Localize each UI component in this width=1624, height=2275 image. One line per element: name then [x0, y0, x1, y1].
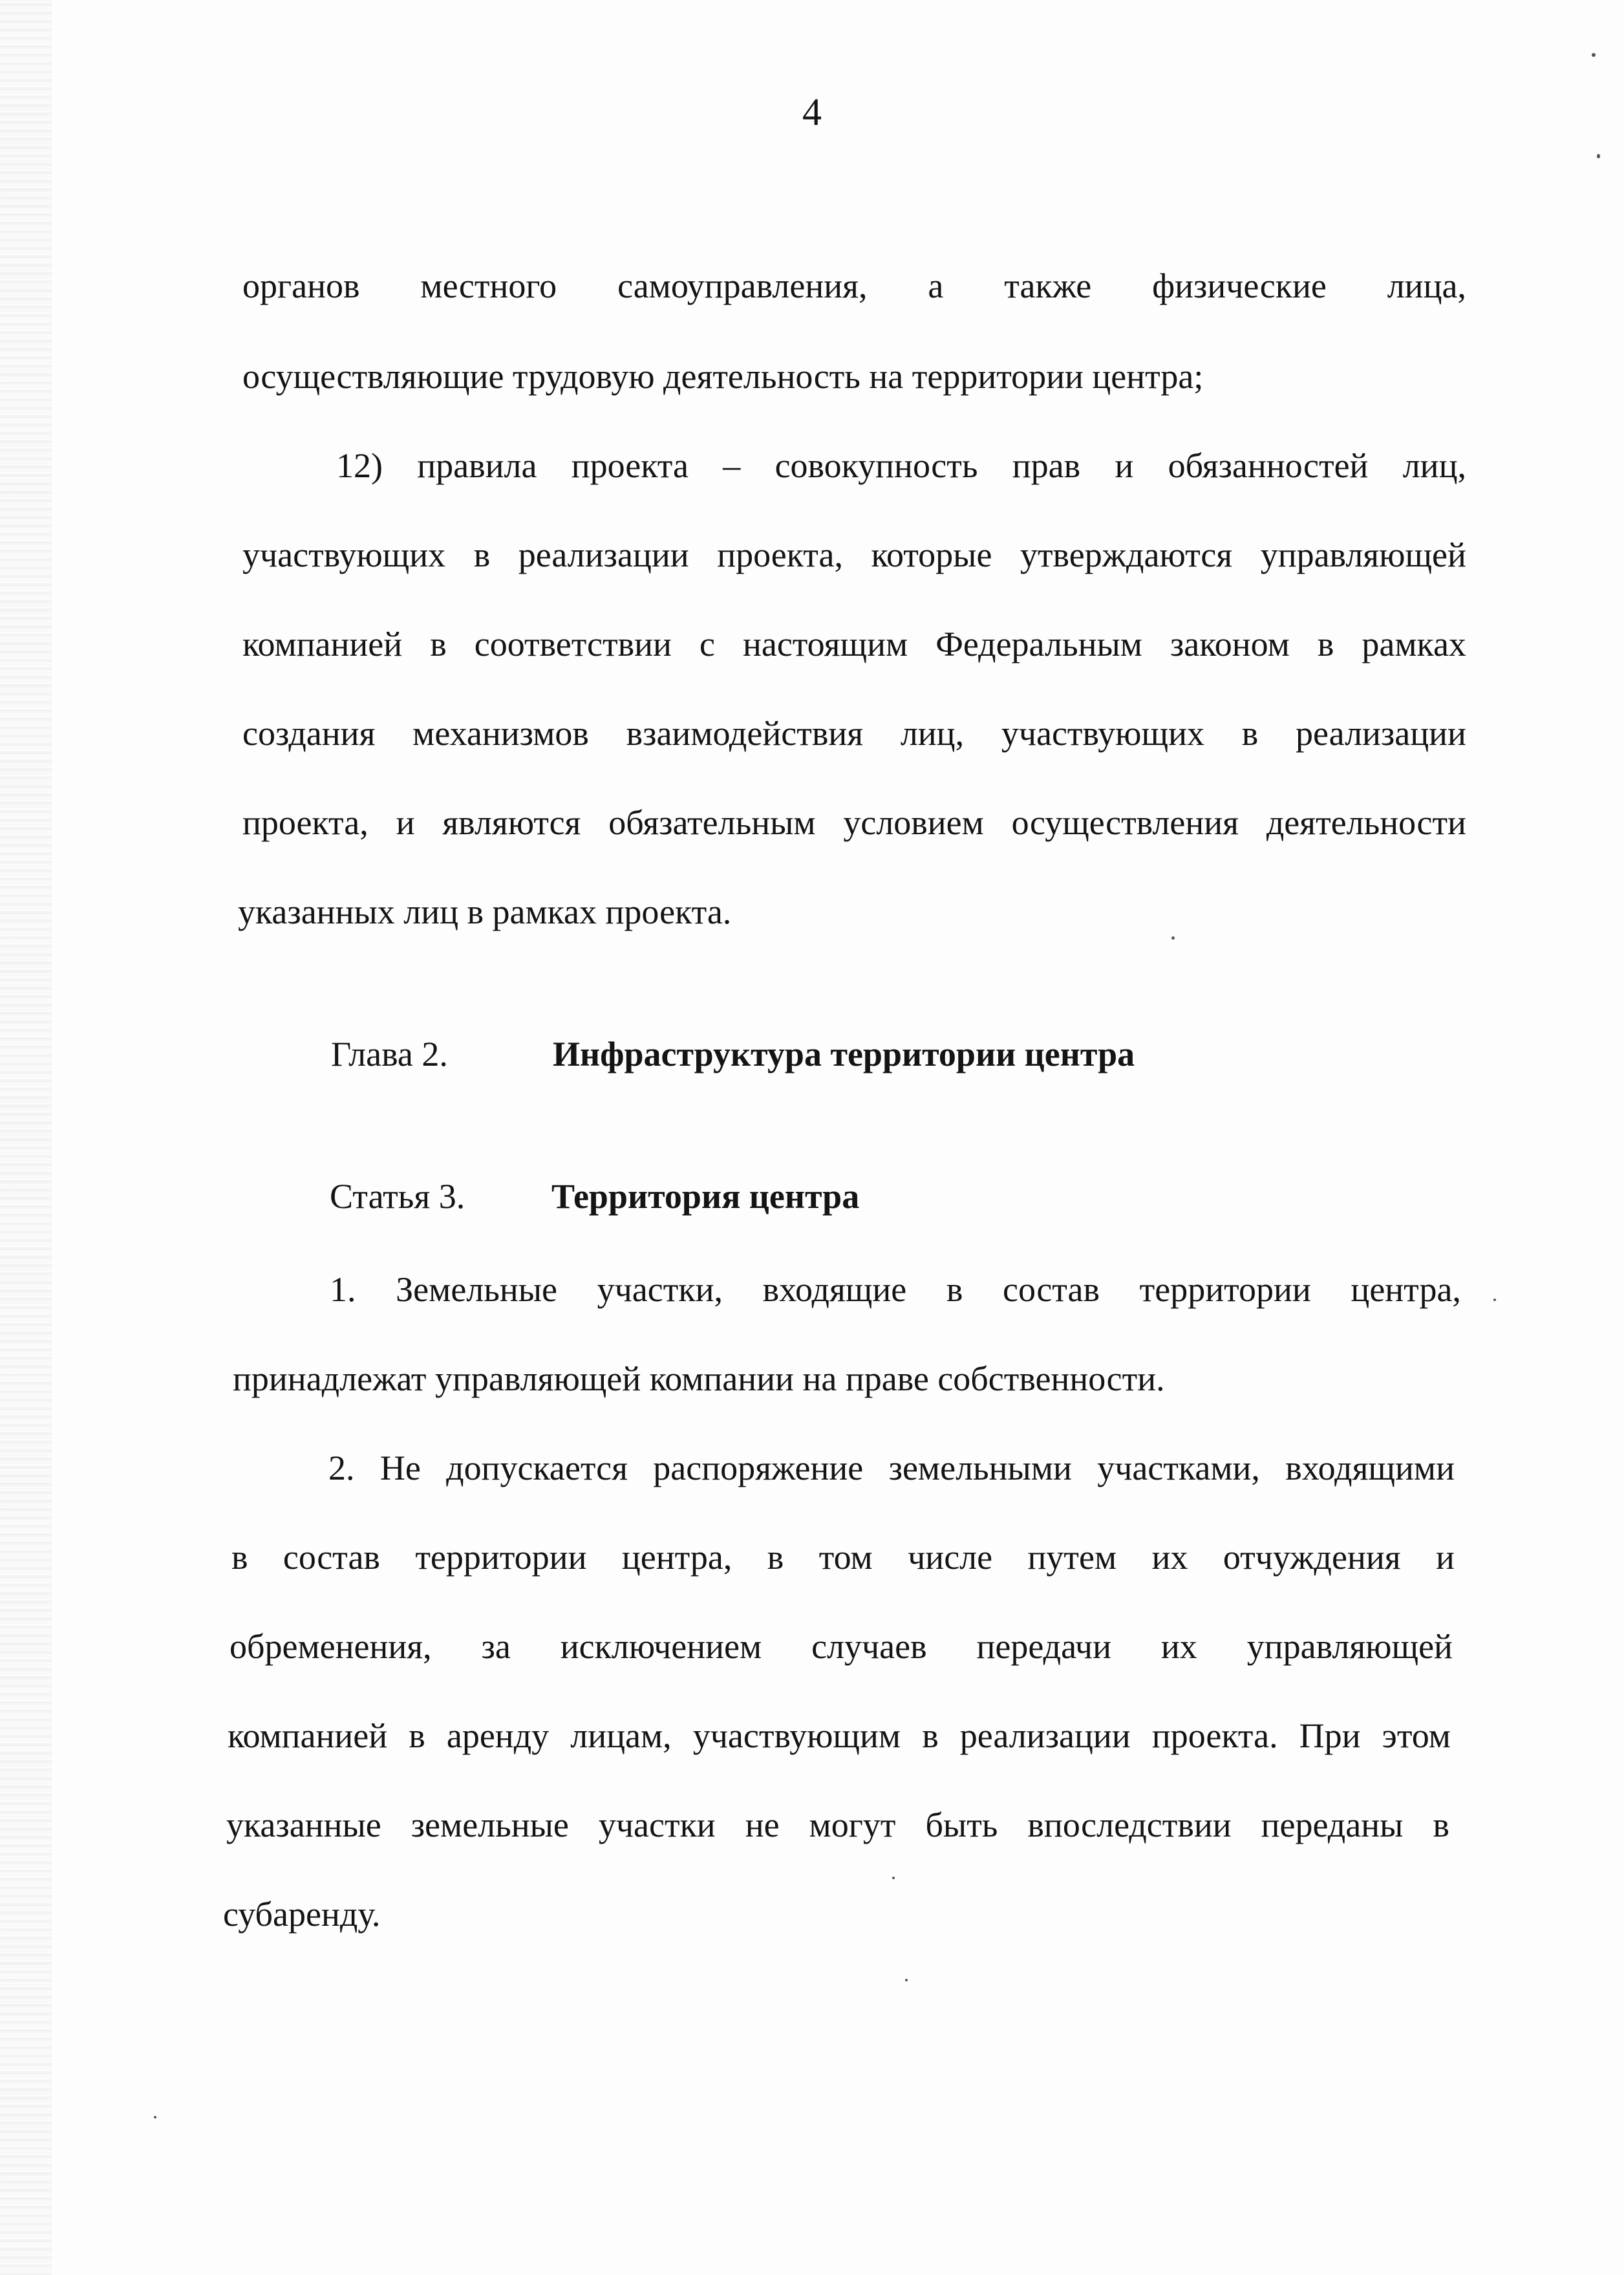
word: участвующих	[1001, 714, 1204, 753]
word: в	[767, 1538, 784, 1577]
scan-speck	[905, 1979, 908, 1981]
word: центра,	[1351, 1270, 1461, 1309]
word: аренду	[446, 1716, 550, 1755]
word: распоряжение	[653, 1449, 864, 1487]
word: земельные	[411, 1806, 569, 1844]
word: лица,	[1387, 266, 1466, 305]
word: правила	[417, 446, 537, 485]
word: том	[818, 1538, 873, 1577]
word: исключением	[560, 1627, 762, 1666]
word: проекта,	[717, 535, 843, 574]
word: настоящим	[742, 625, 908, 663]
word: лицам,	[570, 1716, 672, 1755]
word: в	[922, 1716, 939, 1755]
scan-speck	[1493, 1299, 1496, 1301]
word: участвующих	[242, 535, 446, 574]
word: законом	[1170, 625, 1290, 663]
word: не	[745, 1806, 780, 1844]
article-line	[330, 1269, 1461, 1310]
paragraph-line: указанных лиц в рамках проекта.	[238, 892, 732, 931]
word: участками,	[1097, 1449, 1260, 1487]
word: обязанностей	[1168, 446, 1369, 485]
article-label: Статья 3.	[330, 1177, 465, 1216]
word: участки	[598, 1806, 716, 1844]
word: в	[1317, 625, 1334, 663]
word: быть	[925, 1806, 998, 1844]
scan-speck	[1592, 53, 1596, 57]
word: рамках	[1362, 625, 1466, 663]
word: за	[481, 1627, 511, 1666]
word: центра,	[621, 1538, 732, 1577]
word: 1.	[330, 1270, 356, 1309]
word: лиц,	[900, 714, 965, 753]
word: участки,	[597, 1270, 723, 1309]
word: реализации	[1296, 714, 1466, 753]
article-line: принадлежат управляющей компании на праве собственности.	[233, 1359, 1165, 1398]
word: взаимодействия	[626, 714, 864, 753]
article-line	[231, 1536, 1455, 1578]
word: отчуждения	[1223, 1538, 1401, 1577]
word: территории	[1139, 1270, 1311, 1309]
word: 12)	[336, 446, 383, 485]
paragraph-line: осуществляющие трудовую деятельность на территории центра;	[242, 357, 1204, 396]
word: органов	[242, 266, 360, 305]
word: состав	[283, 1538, 380, 1577]
word: управляющей	[1246, 1627, 1453, 1666]
word: случаев	[811, 1627, 927, 1666]
scan-edge-noise	[0, 0, 52, 2275]
word: числе	[908, 1538, 993, 1577]
word: Земельные	[396, 1270, 558, 1309]
article-line	[226, 1804, 1449, 1846]
word: Не	[379, 1449, 421, 1487]
article-line	[230, 1626, 1453, 1667]
word: путем	[1027, 1538, 1117, 1577]
word: утверждаются	[1020, 535, 1233, 574]
word: При	[1299, 1716, 1361, 1755]
word: осуществления	[1011, 803, 1239, 842]
article-line	[328, 1447, 1455, 1489]
word: а	[928, 266, 944, 305]
paragraph-line	[242, 802, 1466, 843]
word: местного	[420, 266, 557, 305]
word: в	[231, 1538, 248, 1577]
word: обязательным	[608, 803, 816, 842]
word: их	[1160, 1627, 1197, 1666]
article-title: Территория центра	[551, 1177, 860, 1216]
word: в	[473, 535, 491, 574]
paragraph-line	[242, 623, 1466, 665]
scan-speck	[892, 1877, 895, 1879]
word: и	[396, 803, 415, 842]
word: управляющей	[1260, 535, 1466, 574]
word: допускается	[446, 1449, 628, 1487]
word: впоследствии	[1027, 1806, 1232, 1844]
paragraph-line	[242, 265, 1466, 307]
word: могут	[809, 1806, 896, 1844]
paragraph-line	[242, 534, 1466, 576]
word: условием	[843, 803, 984, 842]
word: в	[1433, 1806, 1449, 1844]
word: Федеральным	[935, 625, 1142, 663]
article-line: субаренду.	[223, 1895, 381, 1934]
word: самоуправления,	[617, 266, 868, 305]
paragraph-line	[242, 713, 1466, 754]
word: лиц,	[1402, 446, 1466, 485]
word: –	[723, 446, 741, 485]
word: земельными	[888, 1449, 1072, 1487]
word: 2.	[328, 1449, 355, 1487]
word: территории	[415, 1538, 587, 1577]
word: указанные	[226, 1806, 381, 1844]
article-line	[228, 1715, 1451, 1756]
word: прав	[1012, 446, 1081, 485]
word: соответствии	[474, 625, 672, 663]
word: механизмов	[412, 714, 589, 753]
chapter-title: Инфраструктура территории центра	[553, 1035, 1135, 1073]
word: в	[430, 625, 447, 663]
word: в	[946, 1270, 963, 1309]
word: физические	[1152, 266, 1327, 305]
paragraph-line	[336, 445, 1466, 486]
word: в	[1241, 714, 1259, 753]
word: проекта	[571, 446, 689, 485]
word: этом	[1382, 1716, 1451, 1755]
word: и	[1115, 446, 1134, 485]
word: состав	[1003, 1270, 1100, 1309]
word: проекта.	[1151, 1716, 1278, 1755]
chapter-label: Глава 2.	[331, 1035, 448, 1073]
word: реализации	[518, 535, 689, 574]
scan-speck	[1171, 936, 1175, 940]
word: компанией	[242, 625, 403, 663]
word: реализации	[959, 1716, 1131, 1755]
word: являются	[442, 803, 581, 842]
word: переданы	[1261, 1806, 1404, 1844]
word: входящими	[1285, 1449, 1455, 1487]
word: обременения,	[230, 1627, 432, 1666]
word: их	[1151, 1538, 1188, 1577]
word: деятельности	[1266, 803, 1466, 842]
word: также	[1004, 266, 1092, 305]
word: совокупность	[775, 446, 978, 485]
word: и	[1436, 1538, 1455, 1577]
word: участвующим	[692, 1716, 901, 1755]
scan-speck	[154, 2116, 156, 2119]
word: передачи	[976, 1627, 1111, 1666]
page-number: 4	[802, 91, 822, 133]
word: в	[409, 1716, 425, 1755]
word: компанией	[228, 1716, 388, 1755]
word: с	[699, 625, 715, 663]
word: проекта,	[242, 803, 369, 842]
word: создания	[242, 714, 376, 753]
scan-speck	[1597, 154, 1600, 158]
word: которые	[871, 535, 992, 574]
word: входящие	[762, 1270, 907, 1309]
